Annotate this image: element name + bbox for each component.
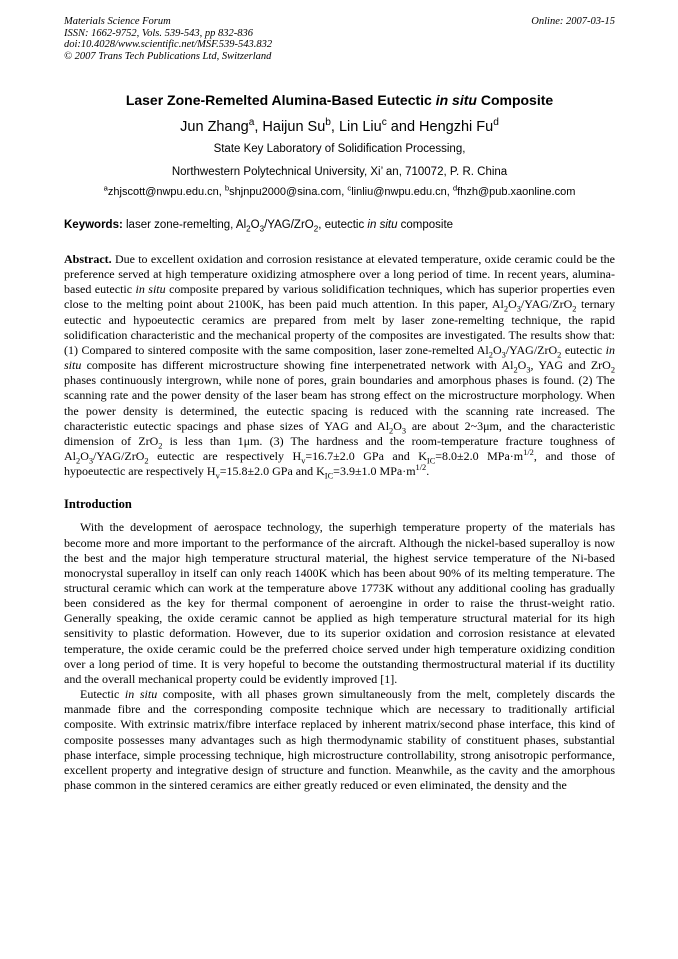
author-name: Hengzhi Fu bbox=[419, 119, 494, 135]
abstract: Abstract. Due to excellent oxidation and corrosion resistance at elevated temperature, oxide ceramic could be the preference served at high temperature oxidizing atmosphere over a long period of time. In recent years, alumina-based eutectic in situ composite prepared by various solidification techniques, which has superior properties even close to the melting point about 2100K, has been paid much attention. In this paper, $Al_2O_3/YAG/ZrO_2$ ternary eutectic and hypoeutectic ceramics are prepared from melt by laser zone-remelting technique, the rapid solidification characteristic and the mechanical property of the composites are investigated. The results show that: (1) Compared to sintered composite with the same composition, laser zone-remelted $Al_2O_3/YAG/ZrO_2$ eutectic in situ composite has different microstructure showing fine interpenetrated network with $Al_2O_3$, YAG and ZrO$_2$ phases continuously intergrown, while none of pores, grain boundaries and amorphous phases is found. (2) The scanning rate and the power density of the laser beam has strong effect on the microstructure morphology. When the power density is determined, the eutectic spacing is reduced with the scanning rate increased. The characteristic eutectic spacings and phase sizes of YAG and $Al_2O_3$ are about 2~3μm, and the characteristic dimension of ZrO$_2$ is less than 1μm. (3) The hardness and the room-temperature fracture toughness of $Al_2O_3/YAG/ZrO_2$ eutectic are respectively $H_v=16.7\pm 2.0$ GPa and $K_{IC}=8.0\pm 2.0$ $MPa\cdot m^{1/2}$, and those of hypoeutectic are respectively $H_v=15.8\pm 2.0$ GPa and $K_{IC}=3.9\pm 1.0$ $MPa\cdot m^{1/2}$. bbox=[64, 252, 616, 481]
keywords: Keywords: laser zone-remelting, $Al_2O_3/YAG/ZrO_2$, eutectic in situ composite bbox=[64, 219, 454, 234]
email-link[interactable]: shjnpu2000@sina.com bbox=[229, 186, 342, 198]
paper-title: Laser Zone-Remelted Alumina-Based Eutectic in situ Composite bbox=[125, 92, 554, 108]
journal-name: Materials Science Forum bbox=[64, 16, 171, 27]
intro-paragraph-2: Eutectic in situ composite, with all phases grown simultaneously from the melt, completely discards the manmade fibre and the corresponding composite technique which are necessary to traditionally artificial composite. With extrinsic matrix/fibre interface replaced by inherent matrix/second phase interface, this kind of composite possesses many advantages such as high thermodynamic stability of constituent phases, substantial phase interface, simple processing technique, high microstructure controllability, strong anisotropic performance, excellent property and integrative design of structure and function. Meanwhile, as the cavity and the amorphous phase common in the sintered ceramics are either greatly reduced or even eliminated, the density and the bbox=[64, 687, 616, 792]
journal-header bbox=[64, 16, 615, 62]
email-link[interactable]: zhjscott@nwpu.edu.cn bbox=[107, 186, 219, 198]
online-date: Online: 2007-03-15 bbox=[531, 16, 615, 27]
paper-page bbox=[64, 16, 615, 793]
section-heading-introduction: Introduction bbox=[64, 497, 132, 512]
author-name: Jun Zhang bbox=[180, 119, 249, 135]
author-list: Jun Zhang$^a$, Haijun Su$^b$, Lin Liu$^c$ and Hengzhi Fu$^d$ bbox=[180, 117, 499, 135]
email-link[interactable]: linliu@nwpu.edu.cn bbox=[351, 186, 447, 198]
issn-line: ISSN: 1662-9752, Vols. 539-543, pp 832-836 bbox=[64, 27, 253, 39]
doi-line: doi:10.4028/www.scientific.net/MSF.539-543.832 bbox=[64, 39, 273, 50]
copyright-line: © 2007 Trans Tech Publications Ltd, Switzerland bbox=[64, 50, 272, 62]
intro-paragraph-1: With the development of aerospace technology, the superhigh temperature property of the materials has become more and more important to the performance of the aircraft. Although the nickel-based superalloy is now the best and the major high temperature structural material, the highest service temperature of the Ni-based monocrystal superalloy in itself can only reach 1400K which has been about 90% of its melting temperature. The structural ceramic which can work at the temperature above 1773K without any additional cooling has gradually been considered as the key for thermal component of aeroengine in order to raise the thrust-weight ratio. Generally speaking, the oxide ceramic cannot be applied as high temperature structural material for its high sensitivity to plastic deformation. However, due to its superior oxidation and corrosion resistance at elevated temperature, the oxide ceramic could be the preferred choice served under high temperature oxidizing condition over a long period of time. It is very hopeful to become the outstanding thermostructural material if its ductility and the overall mechanical property could be evidently improved [1]. bbox=[64, 520, 615, 686]
author-emails: $^a$zhjscott@nwpu.edu.cn, $^b$shjnpu2000@sina.com, $^c$linliu@nwpu.edu.cn, $^d$fhzh@pub.xaonline.com bbox=[103, 183, 576, 198]
email-link[interactable]: fhzh@pub.xaonline.com bbox=[457, 186, 576, 198]
affiliation: State Key Laboratory of Solidification Processing, Northwestern Polytechnical University, Xi’ an, 710072, P. R. China bbox=[171, 143, 508, 178]
author-name: Lin Liu bbox=[338, 119, 382, 135]
journal-info bbox=[64, 16, 272, 62]
author-name: Haijun Su bbox=[262, 119, 326, 135]
